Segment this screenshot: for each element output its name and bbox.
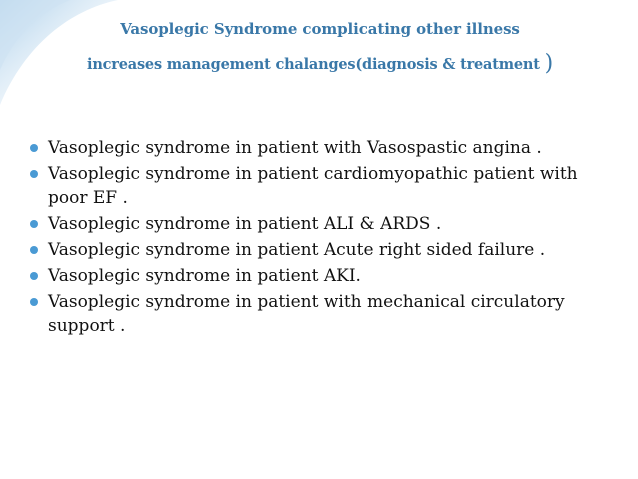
title-line-1: Vasoplegic Syndrome complicating other illness [120,20,520,38]
bullet-list [30,136,610,340]
list-item [30,238,610,262]
list-item [30,136,610,160]
bullet-text: Vasoplegic syndrome in patient AKI. [48,266,361,286]
bullet-text: Vasoplegic syndrome in patient with mechanical circulatory support . [48,292,565,336]
slide-title [40,18,600,76]
list-item [30,162,610,210]
bullet-text: Vasoplegic syndrome in patient Acute right sided failure . [48,240,546,260]
bullet-text: Vasoplegic syndrome in patient with Vasospastic angina . [48,138,542,158]
list-item [30,212,610,236]
bullet-dot-icon [30,220,38,228]
title-closing-paren: ) [544,51,553,76]
bullet-dot-icon [30,170,38,178]
bullet-dot-icon [30,272,38,280]
title-line-2-text: increases management chalanges(diagnosis & treatment [87,56,540,73]
bullet-dot-icon [30,246,38,254]
bullet-dot-icon [30,298,38,306]
title-line-2 [40,53,600,76]
bullet-text: Vasoplegic syndrome in patient cardiomyopathic patient with poor EF . [48,164,578,208]
list-item [30,290,610,338]
bullet-dot-icon [30,144,38,152]
bullet-text: Vasoplegic syndrome in patient ALI & ARDS . [48,214,442,234]
list-item [30,264,610,288]
